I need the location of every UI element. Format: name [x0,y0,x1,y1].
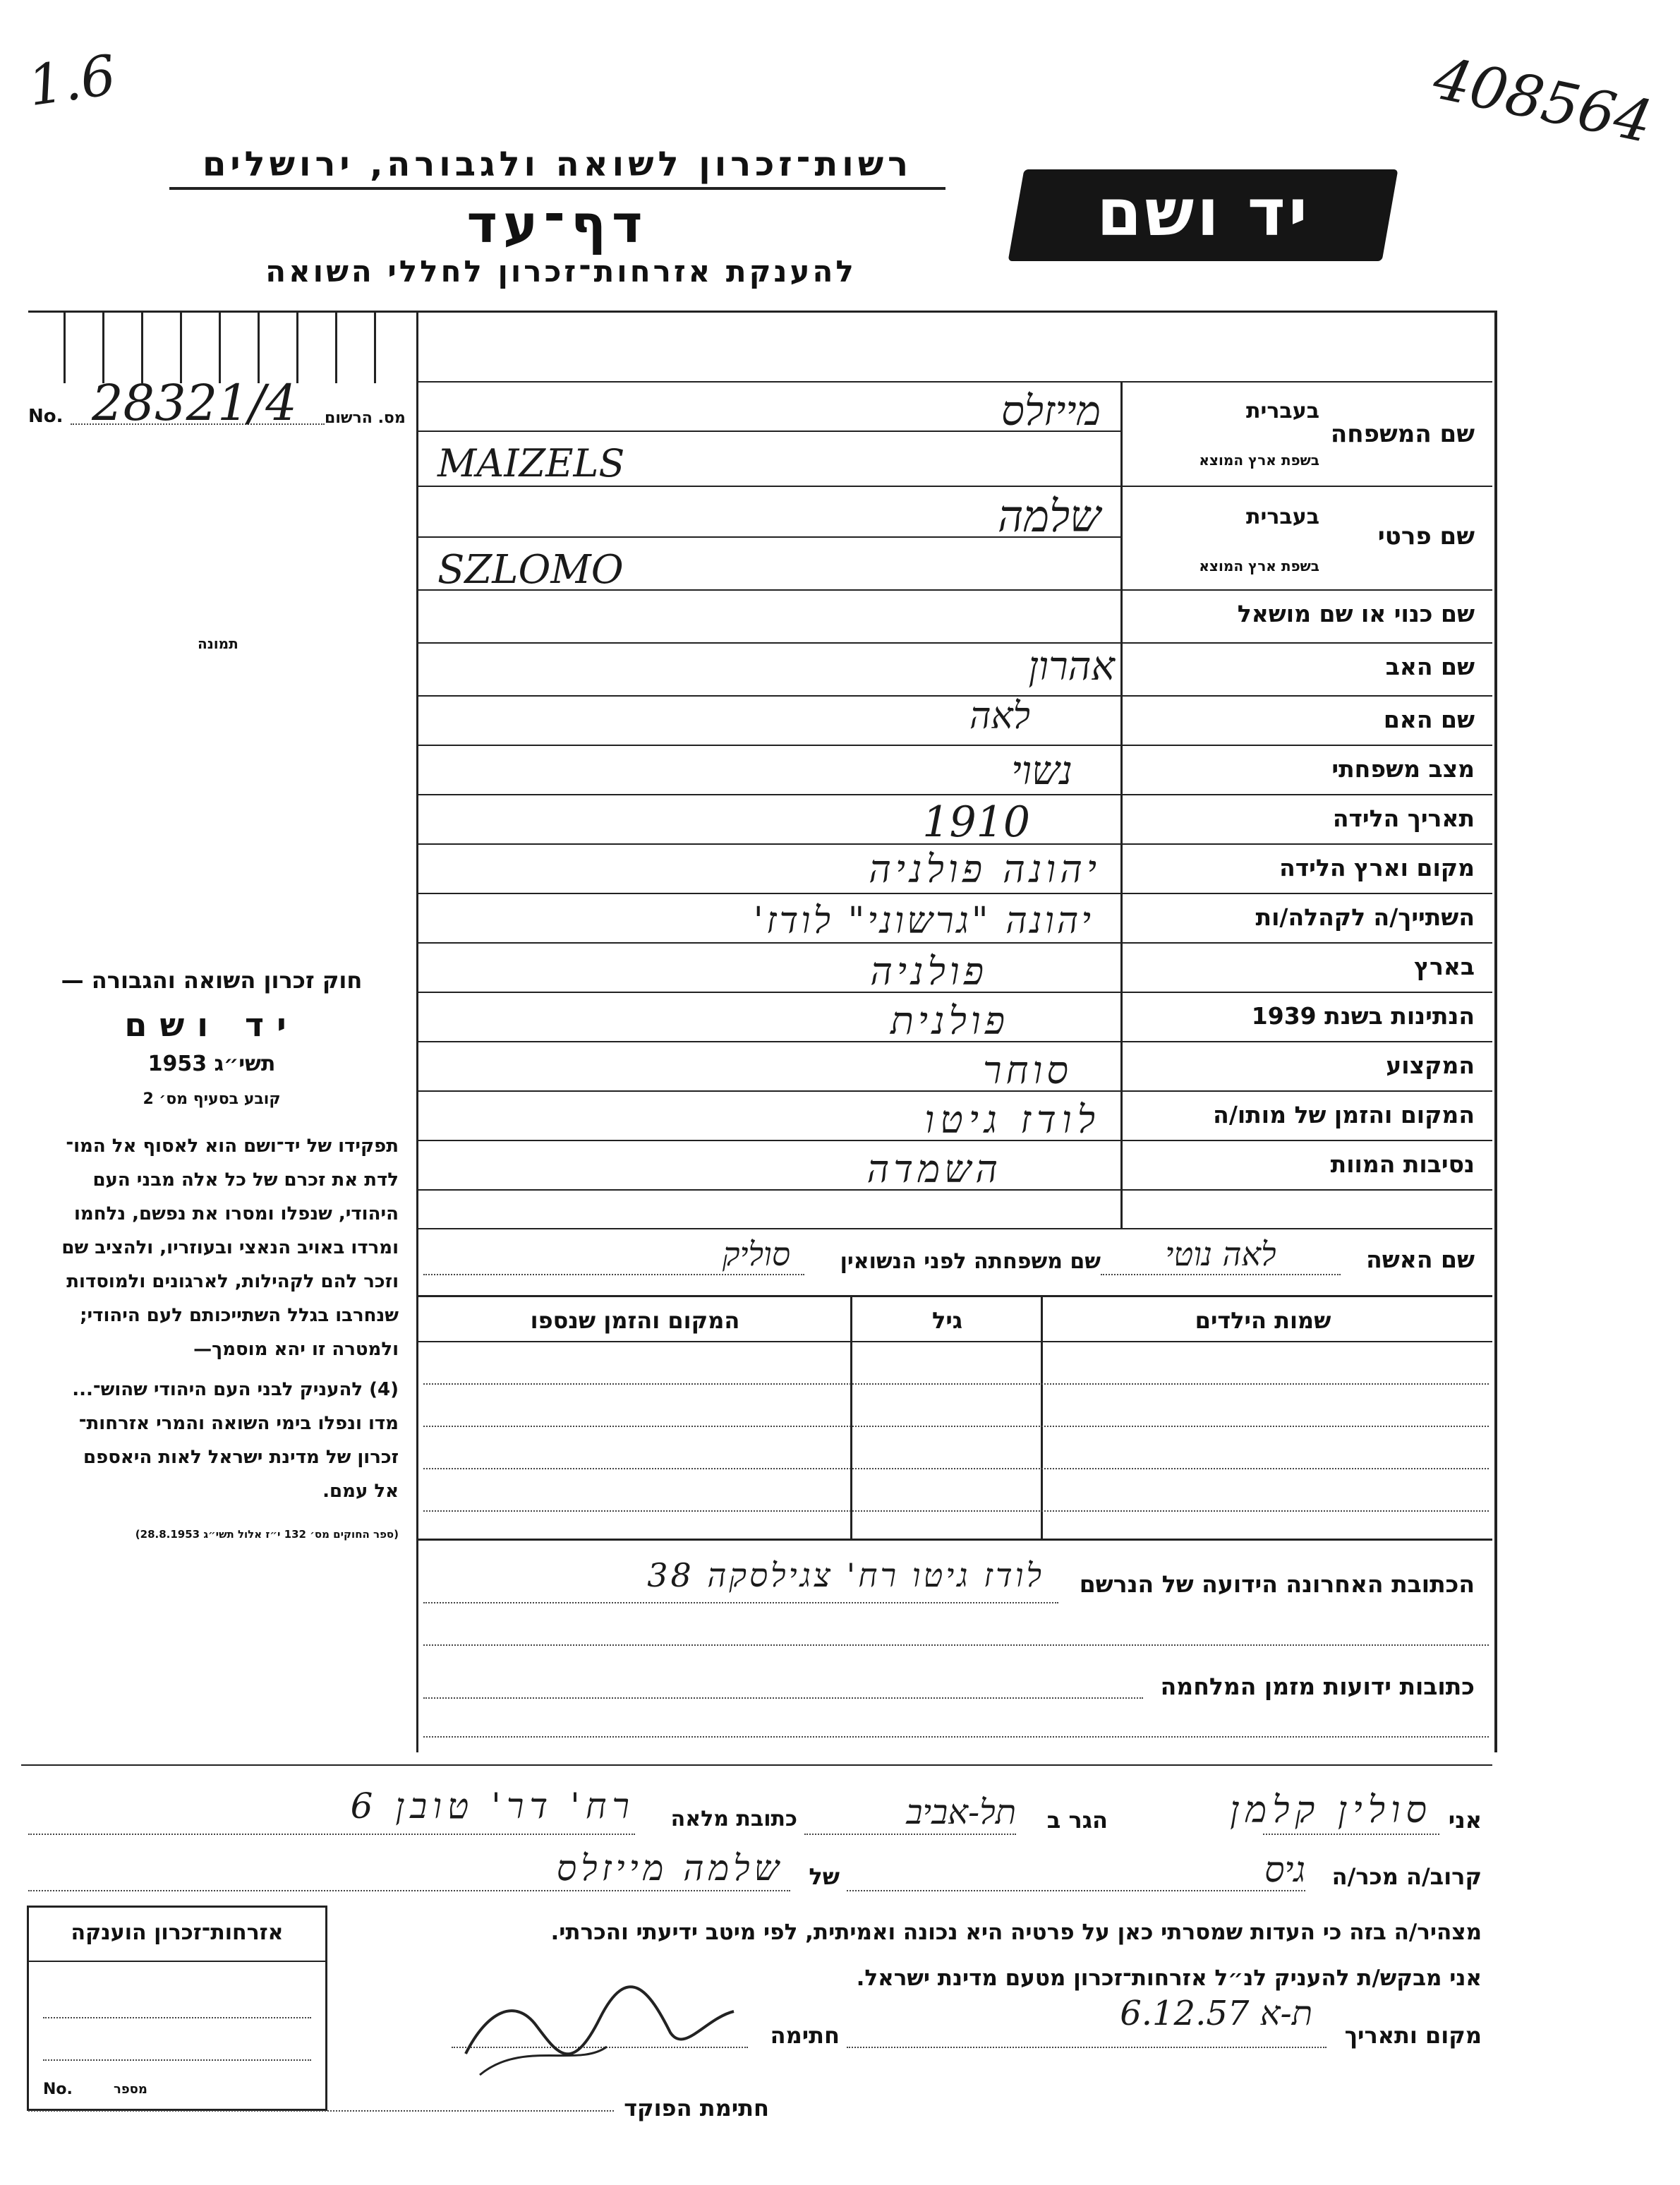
last-address-line-2 [423,1644,1489,1646]
law-paragraph-2 [14,1373,399,1508]
relation-line [847,1890,1305,1891]
spouse-maiden-value: סוליק [722,1235,790,1273]
spouse-maiden-label: שם משפחתה לפני הנשואין [840,1249,1101,1274]
father-label: שם האב [1385,653,1475,680]
full-address-line [28,1834,635,1835]
declarant-separator [21,1764,1492,1766]
last-address-line [423,1602,1058,1603]
logo-text: יד ושם [1096,175,1310,251]
form-title: דף־עד [466,194,648,255]
children-header-place: המקום והזמן שנספו [530,1307,740,1334]
birth-place-value: יהונה פולניה [869,847,1101,891]
law-p1-line: תפקידו של יד־ושם הוא לאסוף אל המו־ [66,1136,399,1157]
birth-place-label: מקום וארץ הלידה [1279,854,1475,881]
law-p1-line: לדת את זכרם של כל אלה מבני העם [92,1169,399,1191]
family-name-native: MAIZELS [437,441,625,486]
country-label: בארץ [1414,953,1475,980]
mother-label: שם האם [1383,706,1475,733]
of-line [28,1890,790,1891]
first-name-heb-label: בעברית [1246,505,1319,529]
death-cause-value: השמדה [866,1147,1002,1191]
office-boxes [28,311,423,383]
place-date-label: מקום ותאריך [1344,2022,1482,2049]
officer-signature-line [28,2110,614,2112]
law-p2-line: מדו ונפלו בימי השואה והמרי אזרחות־ [78,1413,399,1434]
row-line [416,794,1492,795]
nickname-label: שם כנוי או שם מושאל [1237,600,1475,627]
citizenship-box-number-label: מספר [114,2082,147,2097]
marital-label: מצב משפחתי [1331,755,1475,783]
first-name-label: שם פרטי [1377,522,1475,550]
citizenship-box-title: אזרחות־זכרון הוענקה [71,1920,284,1945]
mother-value: לאה [969,695,1030,738]
law-paragraph-1 [14,1129,399,1366]
law-p2-line: אל עמם. [322,1481,399,1502]
declarant-name: סולין קלמן [1230,1789,1432,1831]
birth-date-value: 1910 [922,797,1030,847]
place-date-line [847,2047,1327,2048]
declaration-request: אני מבקש/ת להעניק לנ״ל אזרחות־זכרון מטעם מדינת ישראל. [856,1966,1482,1991]
declaration-truth: מצהיר/ה בזה כי העדות שמסרתי כאן על פרטיה היא נכונה ואמיתית, לפי מיטב ידיעתי והכרתי. [550,1920,1482,1945]
children-header-bottom [416,1341,1492,1342]
citizenship-value: פולנית [890,999,1009,1043]
family-name-heb-label: בעברית [1246,399,1319,423]
citizenship-box-no-label: No. [43,2081,73,2098]
city-line [804,1834,1016,1835]
of-name: שלמה מייזלס [556,1848,783,1889]
children-table-top [416,1295,1492,1297]
first-name-hebrew: שלמה [998,490,1101,542]
yad-vashem-logo [1008,169,1398,261]
law-p1-line: ומרדו באויב הנאצי ובעוזריו, ולהציב שם [61,1237,399,1258]
marital-value: נשוי [1011,748,1072,794]
row-line [416,1228,1492,1229]
children-header-names: שמות הילדים [1195,1307,1331,1334]
death-cause-label: נסיבות המוות [1330,1150,1475,1178]
law-p2-line: זכרון של מדינת ישראל לאות היאספם [83,1447,399,1468]
law-p1-line: וזכר להם לקהילות, לארגונים ולמוסדות [66,1271,399,1292]
officer-signature-label: חתימת הפוקד [624,2095,769,2121]
citizenship-label: הנתינות בשנת 1939 [1251,1002,1475,1030]
children-row-line [423,1468,1489,1469]
father-value: אהרון [1028,644,1115,690]
law-title: חוק זכרון השואה והגבורה — [61,967,363,994]
children-row-line [423,1510,1489,1512]
registration-no-label: No. [28,406,64,427]
wartime-line-2 [423,1736,1489,1738]
first-name-native: SZLOMO [437,547,624,593]
law-clause: קובע בסעיף מס׳ 2 [143,1090,281,1108]
last-address-value: לודז גיטו רח' צגילסקה 38 [647,1556,1044,1594]
community-label: השתייך/ה לקהלה/ות [1255,903,1475,931]
law-p2-line: (4) להעניק לבני העם היהודי שהוש־... [72,1379,399,1400]
resides-label: הגר ב [1046,1807,1108,1834]
authority-heading: רשות־זכרון לשואה ולגבורה, ירושלים [202,145,913,184]
law-name: יד ושם [124,1006,299,1044]
children-table-bottom [416,1539,1492,1541]
of-label: של [809,1863,840,1890]
place-date-value: ת-א 6.12.57 [1120,1994,1312,2033]
children-row-line [423,1426,1489,1427]
death-place-label: המקום והזמן של מותו/ה [1213,1101,1475,1128]
top-right-number: 408564 [1427,44,1658,157]
country-value: פולניה [870,949,988,994]
children-header-age: גיל [931,1307,963,1334]
wartime-addresses-label: כתובות ידועות מזמן המלחמה [1160,1673,1475,1700]
children-col-divider [1041,1295,1043,1539]
top-left-mark: 1.6 [24,43,120,119]
row-line [416,893,1492,894]
row-line [416,486,1492,487]
authority-underline [169,187,945,190]
declarant-name-line [1263,1834,1439,1835]
relation-label: קרוב/ה מכר/ה [1331,1863,1482,1890]
row-line [416,745,1492,746]
law-p1-line: ולמטרה זו יהא מוסמך— [193,1339,399,1360]
spouse-label: שם האשה [1366,1246,1475,1273]
children-row-line [423,1383,1489,1385]
spouse-value: לאה נוטי [1165,1235,1276,1273]
family-name-native-label: בשפת ארץ המוצא [1199,452,1319,469]
relation-value: גיס [1264,1849,1305,1890]
declarant-city: תל-אביב [906,1793,1016,1832]
photo-label: תמונה [198,635,238,652]
registration-number: 28321/4 [92,374,297,432]
profession-value: סוחר [982,1048,1072,1092]
row-line [416,381,1492,383]
spouse-line [1101,1274,1341,1275]
family-name-hebrew: מייזלס [1001,387,1101,435]
signature-drawing [437,1969,762,2089]
registration-label: מס. הרשום [325,409,406,427]
wartime-line [423,1697,1143,1699]
law-year: תשי״ג 1953 [147,1052,276,1076]
birth-date-label: תאריך הלידה [1332,805,1475,832]
declarant-address: רח' דר' טובן 6 [350,1786,635,1826]
law-footnote: (ספר החוקים מס׳ 132 י״ז אלול תשי״ג 28.8.1953) [135,1528,399,1541]
profession-label: המקצוע [1386,1052,1475,1079]
death-place-value: לודז גיטו [924,1097,1101,1142]
community-value: יהונה "גרשוני" לודז' [753,900,1094,942]
first-name-native-label: בשפת ארץ המוצא [1199,558,1319,574]
ani-label: אני [1448,1807,1482,1834]
row-line [416,942,1492,944]
label-column-divider [1120,381,1123,1228]
citizenship-granted-box [27,1906,327,2111]
full-address-label: כתובת מלאה [670,1807,797,1831]
last-address-label: הכתובת האחרונה הידועה של הנרשם [1079,1570,1475,1598]
law-p1-line: שנחרבו בגלל השתייכותם לעם היהודי; [80,1305,399,1326]
children-col-divider [850,1295,852,1539]
law-p1-line: היהודי, שנפלו ומסרו את נפשם, נלחמו [73,1203,399,1224]
signature-label: חתימה [770,2022,840,2049]
spouse-maiden-line [423,1274,804,1275]
family-name-label: שם המשפחה [1330,420,1475,448]
form-subtitle: להענקת אזרחות־זכרון לחללי השואה [265,254,857,289]
